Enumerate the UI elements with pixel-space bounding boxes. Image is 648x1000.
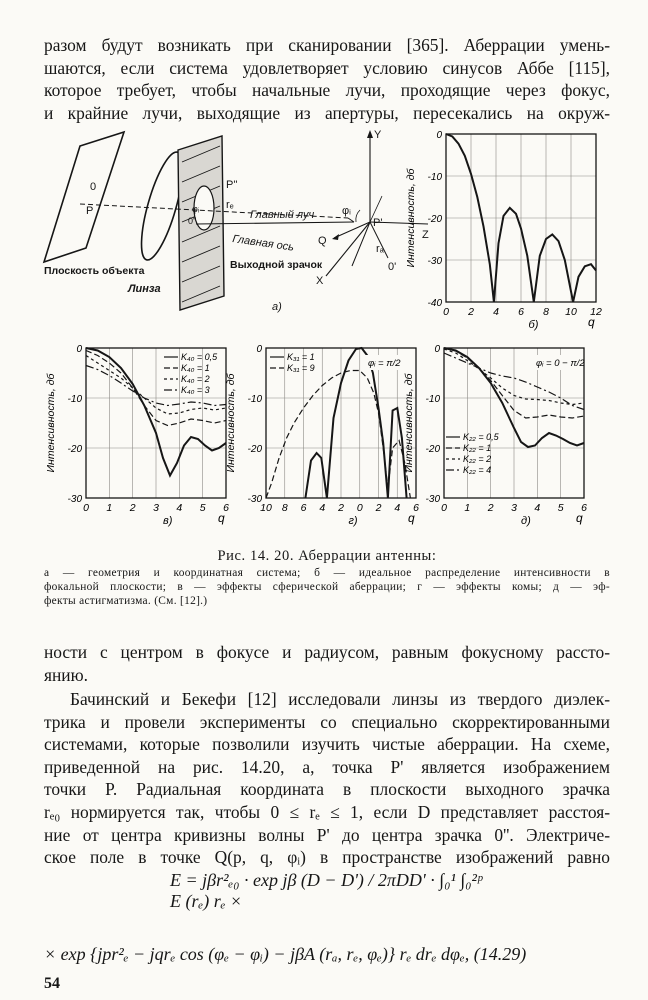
text-line: разом будут возникать при сканировании [365]. Аберрации умень- bbox=[44, 35, 610, 55]
legend-entry: K₃₁ = 1 bbox=[287, 352, 315, 362]
x-tick-label: 2 bbox=[129, 502, 136, 514]
panel-label: г) bbox=[348, 515, 358, 527]
panel-a-geometry bbox=[44, 129, 429, 313]
y-tick-label: -40 bbox=[427, 298, 442, 309]
legend-entry: K₃₁ = 9 bbox=[287, 363, 315, 373]
figure-caption-body bbox=[44, 566, 610, 608]
label-re: rₑ bbox=[226, 199, 234, 211]
page-number: 54 bbox=[44, 975, 60, 992]
text-line: ности с центром в фокусе и радиусом, равным фокусному рассто- bbox=[44, 642, 610, 662]
y-tick-label: -30 bbox=[425, 494, 440, 505]
x-tick-label: 4 bbox=[394, 502, 401, 514]
chart-v-spherical bbox=[45, 344, 229, 527]
x-tick-label: 0 bbox=[83, 502, 89, 514]
x-tick-label: 0 bbox=[443, 306, 449, 318]
y-tick-label: -10 bbox=[247, 394, 262, 405]
y-tick-label: -30 bbox=[67, 494, 82, 505]
x-tick-label: 5 bbox=[199, 502, 206, 514]
x-tick-label: 4 bbox=[176, 502, 183, 514]
text-line: трика и провели эксперименты со специально скорректированными bbox=[44, 711, 610, 732]
label-p2: P'' bbox=[226, 179, 238, 191]
y-tick-label: -20 bbox=[67, 444, 82, 455]
x-tick-label: 2 bbox=[338, 502, 344, 514]
legend-entry: K₂₂ = 2 bbox=[463, 454, 492, 464]
legend-entry: K₄₀ = 2 bbox=[181, 374, 210, 384]
x-tick-label: 4 bbox=[493, 306, 499, 318]
caption-line: фокальной плоскости; в — эффекты сферической аберрации; г — эффекты комы; д — эф- bbox=[44, 581, 610, 593]
body-paragraph bbox=[44, 688, 610, 869]
text-line: шаются, если система удовлетворяет условию синусов Аббе [115], bbox=[44, 57, 610, 78]
label-chief-ray: Главный луч bbox=[250, 209, 315, 221]
x-tick-label: 6 bbox=[581, 502, 587, 514]
x-axis-line bbox=[326, 222, 370, 276]
x-tick-label: 4 bbox=[319, 502, 326, 514]
text-line: янию. bbox=[44, 664, 88, 685]
label-p: P bbox=[86, 205, 94, 217]
x-tick-label: 10 bbox=[260, 502, 272, 514]
caption-line: а — геометрия и координатная система; б — идеальное распределение интенсивности в bbox=[44, 567, 610, 579]
text-line: точки P. Радиальная координата в плоскости выходного зрачка bbox=[44, 779, 610, 800]
y-tick-label: -20 bbox=[425, 444, 440, 455]
y-tick-label: -20 bbox=[427, 214, 442, 225]
y-axis-label: Интенсивность, дб bbox=[405, 168, 417, 268]
x-axis-label: q bbox=[218, 511, 225, 525]
label-phi: φᵢ bbox=[342, 205, 351, 217]
label-axis-x: X bbox=[316, 275, 324, 287]
x-tick-label: 6 bbox=[413, 502, 419, 514]
label-phi-pupil: φᵢ bbox=[192, 204, 200, 214]
label-o: 0 bbox=[90, 181, 97, 193]
y-tick-label: 0 bbox=[434, 344, 440, 355]
y-tick-label: -10 bbox=[425, 394, 440, 405]
x-tick-label: 1 bbox=[464, 502, 471, 514]
x-axis-label: q bbox=[588, 315, 595, 329]
y-axis-label: Интенсивность, дб bbox=[225, 373, 237, 473]
x-axis-label: q bbox=[408, 511, 415, 525]
y-axis-label: Интенсивность, дб bbox=[45, 373, 57, 473]
series-line bbox=[266, 371, 410, 499]
x-tick-label: 5 bbox=[557, 502, 564, 514]
annotation-text: φᵢ = π/2 bbox=[368, 358, 401, 369]
figure-14-20 bbox=[36, 126, 616, 546]
legend-entry: K₂₂ = 0,5 bbox=[463, 432, 499, 442]
chart-b-ideal bbox=[405, 130, 602, 331]
legend-entry: K₄₀ = 0,5 bbox=[181, 352, 218, 362]
x-tick-label: 2 bbox=[375, 502, 382, 514]
object-plane bbox=[44, 132, 124, 262]
label-pupil: Выходной зрачок bbox=[230, 259, 323, 271]
y-tick-label: -30 bbox=[247, 494, 262, 505]
panel-label: б) bbox=[528, 319, 539, 331]
y-tick-label: -30 bbox=[427, 256, 442, 267]
x-tick-label: 8 bbox=[543, 306, 549, 318]
panel-label: д) bbox=[521, 515, 531, 527]
text-line: rₑ₀ нормируется так, чтобы 0 ≤ rₑ ≤ 1, если D представляет расстоя- bbox=[44, 801, 610, 822]
x-tick-label: 8 bbox=[281, 502, 288, 514]
y-tick-label: 0 bbox=[436, 130, 442, 141]
text-line: системами, которые позволили изучить чистые аберрации. На схеме, bbox=[44, 734, 610, 755]
formula-line-1: E = jβr²ₑ₀ · exp jβ (D − D') / 2πDD' · ∫₀¹ ∫₀²ᵖ E (rₑ) rₑ × bbox=[170, 870, 483, 911]
label-lens: Линза bbox=[128, 283, 161, 295]
text-line: приведенной на рис. 14.20, а, точка P' является изображением bbox=[44, 756, 610, 777]
x-tick-label: 4 bbox=[534, 502, 541, 514]
panel-label: в) bbox=[163, 515, 173, 527]
label-o2: 0'' bbox=[188, 216, 197, 226]
y-tick-label: 0 bbox=[76, 344, 82, 355]
caption-line: фекты астигматизма. (См. [12].) bbox=[44, 595, 208, 607]
legend-entry: K₄₀ = 3 bbox=[181, 385, 210, 395]
x-tick-label: 3 bbox=[511, 502, 517, 514]
x-tick-label: 0 bbox=[441, 502, 447, 514]
x-tick-label: 12 bbox=[590, 306, 602, 318]
label-pp: P' bbox=[373, 217, 383, 229]
x-tick-label: 1 bbox=[106, 502, 113, 514]
label-o3: 0' bbox=[388, 261, 397, 273]
text-line: Бачинский и Бекефи [12] исследовали линзы из твердого диэлек- bbox=[70, 689, 610, 709]
legend-entry: K₂₂ = 4 bbox=[463, 465, 492, 475]
x-axis-label: q bbox=[576, 511, 583, 525]
x-tick-label: 10 bbox=[565, 306, 577, 318]
legend-entry: K₄₀ = 1 bbox=[181, 363, 210, 373]
label-axis-y: Y bbox=[374, 129, 382, 141]
text-line: ние от центра кривизны волны P' до центра зрачка 0''. Электриче- bbox=[44, 824, 610, 845]
label-ra: rₐ bbox=[376, 243, 384, 255]
x-tick-label: 6 bbox=[518, 306, 524, 318]
figure-caption-title: Рис. 14. 20. Аберрации антенны: bbox=[217, 548, 437, 564]
x-tick-label: 3 bbox=[153, 502, 159, 514]
continuation-paragraph bbox=[44, 641, 610, 686]
text-line: ское поле в точке Q(p, q, φᵢ) в пространстве изображений равно bbox=[44, 847, 610, 868]
text-line: которое требует, чтобы начальные лучи, проходящие через фокус, bbox=[44, 80, 610, 101]
label-object-plane: Плоскость объекта bbox=[44, 265, 145, 277]
label-axis-z: Z bbox=[422, 229, 429, 241]
x-tick-label: 6 bbox=[300, 502, 307, 514]
y-tick-label: -10 bbox=[67, 394, 82, 405]
x-tick-label: 6 bbox=[223, 502, 229, 514]
y-tick-label: 0 bbox=[256, 344, 262, 355]
chart-d-astigmatism bbox=[403, 344, 587, 527]
x-tick-label: 0 bbox=[356, 502, 363, 514]
x-tick-label: 2 bbox=[468, 306, 474, 318]
top-paragraph bbox=[44, 34, 610, 124]
text-line: и крайние лучи, выходящие из апертуры, пересекались на окруж- bbox=[44, 102, 610, 123]
y-tick-label: -10 bbox=[427, 172, 442, 183]
y-tick-label: -20 bbox=[247, 444, 262, 455]
x-tick-label: 2 bbox=[487, 502, 494, 514]
chart-g-coma bbox=[225, 344, 419, 527]
y-axis-label: Интенсивность, дб bbox=[403, 373, 415, 473]
legend-entry: K₂₂ = 1 bbox=[463, 443, 492, 453]
label-panel-a: а) bbox=[272, 301, 282, 313]
annotation-text: φᵢ = 0 − π/2 bbox=[536, 358, 585, 369]
label-main-axis: Главная ось bbox=[231, 233, 295, 254]
label-q: Q bbox=[318, 235, 327, 247]
formula-line-2: × exp {jpr²ₑ − jqrₑ cos (φₑ − φᵢ) − jβA (rₐ, rₑ, φₑ)} rₑ drₑ dφₑ, (14.29) bbox=[44, 944, 527, 964]
